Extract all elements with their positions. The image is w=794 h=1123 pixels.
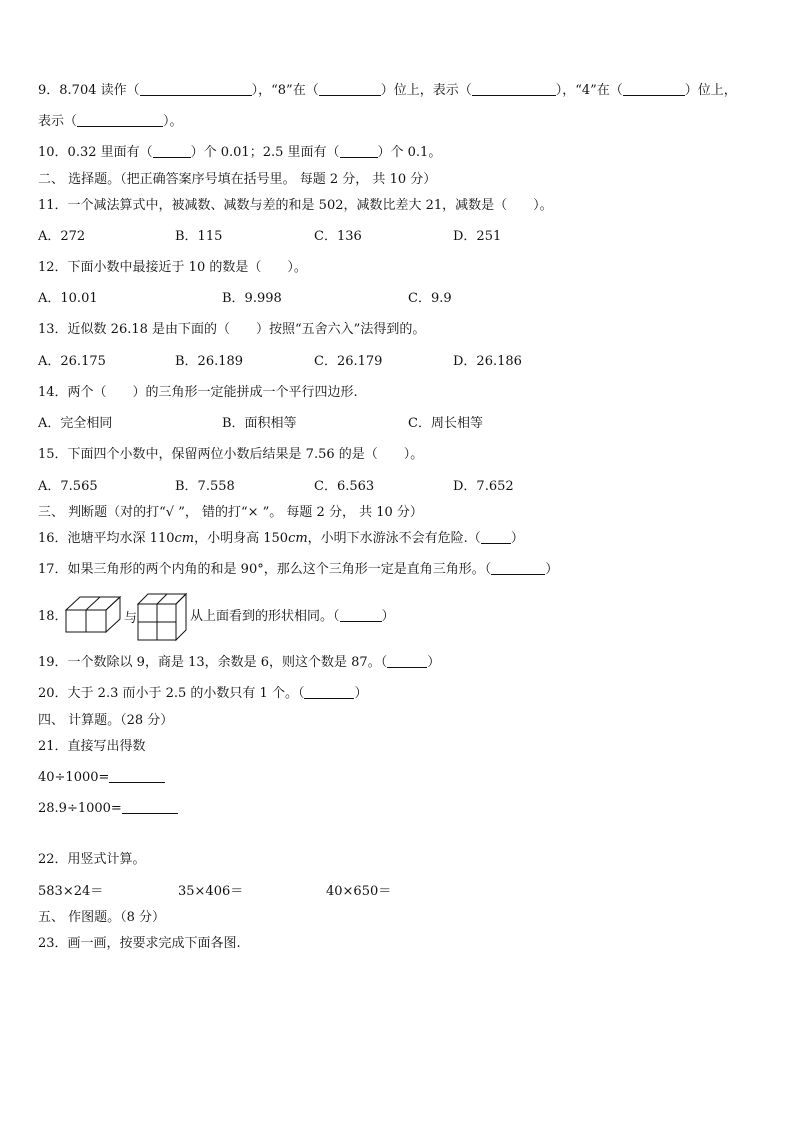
q19-answer-blank[interactable] bbox=[387, 655, 427, 668]
q20-text: 20．大于 2.3 而小于 2.5 的小数只有 1 个。（ bbox=[38, 686, 305, 701]
q9-text: ），“4”在（ bbox=[555, 83, 623, 98]
q9-text: ）位上， bbox=[684, 83, 737, 98]
q21-answer-blank-1[interactable] bbox=[109, 770, 165, 783]
q9-blank-meaning-4[interactable] bbox=[77, 114, 163, 127]
q12-option-c[interactable]: C．9.9 bbox=[408, 291, 452, 306]
q13-option-b[interactable]: B．26.189 bbox=[175, 354, 244, 369]
q19-text: ） bbox=[427, 655, 441, 670]
q9-text: ）。 bbox=[163, 114, 183, 129]
q13-option-c[interactable]: C．26.179 bbox=[314, 354, 383, 369]
q18-text: 从上面看到的形状相同。（ bbox=[190, 609, 340, 624]
q16-text: 16．池塘平均水深 110 bbox=[38, 531, 175, 546]
question-16 bbox=[38, 531, 524, 547]
q15-option-d[interactable]: D．7.652 bbox=[453, 479, 514, 494]
q22-item-3: 40×650＝ bbox=[326, 884, 392, 899]
q9-blank-place-8[interactable] bbox=[319, 83, 381, 96]
section-2-heading: 二、 选择题。（把正确答案序号填在括号里。 每题 2 分， 共 10 分） bbox=[38, 172, 437, 187]
q17-text: 17．如果三角形的两个内角的和是 90°，那么这个三角形一定是直角三角形。（ bbox=[38, 562, 492, 577]
q9-text: 表示（ bbox=[38, 114, 78, 129]
question-18 bbox=[190, 609, 395, 625]
q9-blank-meaning-8[interactable] bbox=[472, 83, 556, 96]
q10-blank-2[interactable] bbox=[340, 145, 378, 158]
question-17 bbox=[38, 562, 558, 578]
q16-unit: cm bbox=[174, 531, 195, 546]
q18-answer-blank[interactable] bbox=[340, 609, 382, 622]
q21-item-1: 40÷1000= bbox=[38, 770, 165, 786]
q22-item-2: 35×406＝ bbox=[178, 884, 244, 899]
q16-unit: cm bbox=[288, 531, 308, 546]
q10-blank-1[interactable] bbox=[153, 145, 191, 158]
question-14-stem: 14．两个（ ）的三角形一定能拼成一个平行四边形. bbox=[38, 385, 358, 400]
cube-figure-1 bbox=[66, 597, 120, 632]
question-18-number: 18． bbox=[38, 609, 68, 624]
q11-option-a[interactable]: A．272 bbox=[38, 229, 86, 244]
q19-text: 19．一个数除以 9，商是 13，余数是 6，则这个数是 87。（ bbox=[38, 655, 388, 670]
q10-text: ）个 0.01；2.5 里面有（ bbox=[190, 145, 340, 160]
q15-option-a[interactable]: A．7.565 bbox=[38, 479, 98, 494]
q14-option-b[interactable]: B．面积相等 bbox=[222, 416, 297, 431]
q11-option-d[interactable]: D．251 bbox=[453, 229, 502, 244]
q9-text: ）位上，表示（ bbox=[380, 83, 472, 98]
question-21-title: 21．直接写出得数 bbox=[38, 739, 146, 754]
q15-option-c[interactable]: C．6.563 bbox=[314, 479, 375, 494]
q10-text: ）个 0.1。 bbox=[377, 145, 442, 160]
q9-blank-reading[interactable] bbox=[140, 83, 252, 96]
question-12-stem: 12．下面小数中最接近于 10 的数是（ ）。 bbox=[38, 260, 307, 275]
question-9-continued bbox=[38, 114, 183, 130]
q11-option-b[interactable]: B．115 bbox=[175, 229, 223, 244]
q21-item-2: 28.9÷1000= bbox=[38, 801, 178, 817]
question-19 bbox=[38, 655, 440, 671]
q9-text: ），“8”在（ bbox=[251, 83, 319, 98]
q9-blank-place-4[interactable] bbox=[623, 83, 685, 96]
q12-option-a[interactable]: A．10.01 bbox=[38, 291, 98, 306]
q12-option-b[interactable]: B．9.998 bbox=[222, 291, 282, 306]
q13-option-d[interactable]: D．26.186 bbox=[453, 354, 522, 369]
q14-option-a[interactable]: A．完全相同 bbox=[38, 416, 113, 431]
q13-option-a[interactable]: A．26.175 bbox=[38, 354, 106, 369]
q18-with: 与 bbox=[124, 611, 138, 626]
q15-option-b[interactable]: B．7.558 bbox=[175, 479, 235, 494]
q21-answer-blank-2[interactable] bbox=[122, 801, 178, 814]
question-13-stem: 13．近似数 26.18 是由下面的（ ）按照“五舍六入”法得到的。 bbox=[38, 322, 426, 337]
q16-text: ） bbox=[510, 531, 524, 546]
question-23-title: 23．画一画，按要求完成下面各图. bbox=[38, 936, 241, 951]
q16-text: ，小明下水游泳不会有危险.（ bbox=[307, 531, 481, 546]
q17-answer-blank[interactable] bbox=[491, 562, 545, 575]
q20-text: ） bbox=[354, 686, 368, 701]
q17-text: ） bbox=[545, 562, 559, 577]
q14-option-c[interactable]: C．周长相等 bbox=[408, 416, 483, 431]
question-22-title: 22．用竖式计算。 bbox=[38, 852, 146, 867]
q18-cube-figures bbox=[64, 592, 190, 642]
question-15-stem: 15．下面四个小数中，保留两位小数后结果是 7.56 的是（ ）。 bbox=[38, 447, 424, 462]
q16-text: ，小明身高 150 bbox=[194, 531, 289, 546]
q16-answer-blank[interactable] bbox=[481, 531, 511, 544]
question-9 bbox=[38, 83, 737, 99]
question-10 bbox=[38, 145, 441, 161]
section-5-heading: 五、 作图题。（8 分） bbox=[38, 910, 166, 925]
q18-text: ） bbox=[381, 609, 395, 624]
section-3-heading: 三、 判断题（对的打“√ ”， 错的打“× ”。 每题 2 分， 共 10 分） bbox=[38, 505, 423, 520]
q10-text: 10．0.32 里面有（ bbox=[38, 145, 153, 160]
q22-item-1: 583×24＝ bbox=[38, 884, 104, 899]
q11-option-c[interactable]: C．136 bbox=[314, 229, 362, 244]
question-20 bbox=[38, 686, 367, 702]
cube-figure-2 bbox=[138, 594, 186, 640]
q20-answer-blank[interactable] bbox=[304, 686, 354, 699]
question-11-stem: 11．一个减法算式中，被减数、减数与差的和是 502，减数比差大 21，减数是（ ）。 bbox=[38, 198, 553, 213]
section-4-heading: 四、 计算题。（28 分） bbox=[38, 713, 174, 728]
q9-text: 9．8.704 读作（ bbox=[38, 83, 140, 98]
